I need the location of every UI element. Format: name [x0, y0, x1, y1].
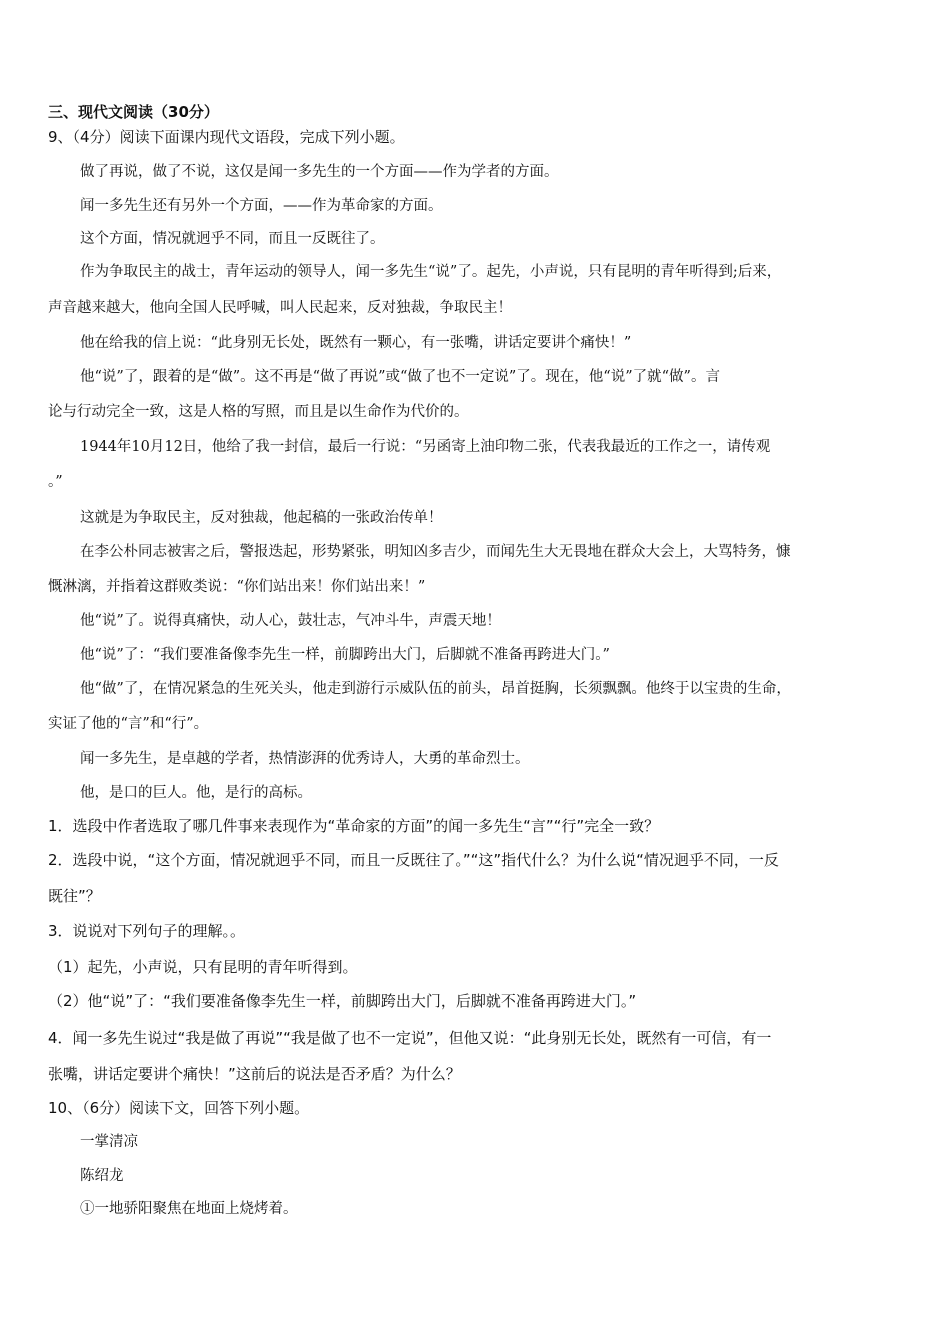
- passage-9-line: 闻一多先生，是卓越的学者，热情澎湃的优秀诗人，大勇的革命烈士。: [80, 751, 530, 767]
- passage-10-line: ①一地骄阳聚焦在地面上烧烤着。: [80, 1201, 298, 1217]
- passage-9-line: 闻一多先生还有另外一个方面，——作为革命家的方面。: [80, 198, 443, 214]
- passage-9-line: 他在给我的信上说：“此身别无长处，既然有一颗心，有一张嘴，讲话定要讲个痛快！”: [80, 335, 632, 351]
- passage-9-line: 在李公朴同志被害之后，警报迭起，形势紧张，明知凶多吉少，而闻先生大无畏地在群众大会上，大骂特务，慷: [80, 544, 791, 560]
- passage-9-line: 1944年10月12日，他给了我一封信，最后一行说：“另函寄上油印物二张，代表我最近的工作之一，请传观: [80, 439, 771, 455]
- question-9-2: 2．选段中说，“这个方面，情况就迥乎不同，而且一反既往了。”“这”指代什么？为什么说“情况迥乎不同，一反: [48, 851, 779, 869]
- question-9-3: 3．说说对下列句子的理解。。: [48, 922, 246, 940]
- passage-9-line: 他“做”了，在情况紧急的生死关头，他走到游行示威队伍的前头，昂首挺胸，长须飘飘。他终于以宝贵的生命，: [80, 681, 791, 697]
- passage-9-line: 他“说”了，跟着的是“做”。这不再是“做了再说”或“做了也不一定说”了。现在，他“说”了就“做”。言: [80, 369, 720, 385]
- passage-9-line: 慨淋漓，并指着这群败类说：“你们站出来！你们站出来！”: [48, 579, 426, 595]
- passage-9-line: 。”: [48, 474, 63, 490]
- question-10-intro: 10、（6分）阅读下文，回答下列小题。: [48, 1099, 310, 1117]
- passage-9-line: 他“说”了。说得真痛快，动人心，鼓壮志，气冲斗牛，声震天地！: [80, 613, 501, 629]
- question-9-3-item-1: （1）起先，小声说，只有昆明的青年听得到。: [48, 958, 358, 976]
- passage-9-line: 声音越来越大，他向全国人民呼喊，叫人民起来，反对独裁，争取民主！: [48, 300, 512, 316]
- passage-9-line: 他，是口的巨人。他，是行的高标。: [80, 785, 312, 801]
- passage-9-line: 作为争取民主的战士，青年运动的领导人，闻一多先生“说”了。起先，小声说，只有昆明的青年听得到;后来，: [80, 264, 782, 280]
- passage-9-line: 实证了他的“言”和“行”。: [48, 716, 209, 732]
- passage-9-line: 他“说”了：“我们要准备像李先生一样，前脚跨出大门，后脚就不准备再跨进大门。”: [80, 647, 610, 663]
- question-9-1: 1．选段中作者选取了哪几件事来表现作为“革命家的方面”的闻一多先生“言”“行”完全一致？: [48, 817, 660, 835]
- passage-10-author: 陈绍龙: [80, 1168, 124, 1184]
- passage-9-line: 做了再说，做了不说，这仅是闻一多先生的一个方面——作为学者的方面。: [80, 164, 559, 180]
- question-9-4: 4．闻一多先生说过“我是做了再说”“我是做了也不一定说”，但他又说：“此身别无长处，既然有一可信，有一: [48, 1029, 772, 1047]
- question-9-4-cont: 张嘴，讲话定要讲个痛快！”这前后的说法是否矛盾？为什么？: [48, 1065, 461, 1083]
- passage-9-line: 这个方面，情况就迥乎不同，而且一反既往了。: [80, 231, 385, 247]
- question-9-2-cont: 既往”？: [48, 887, 101, 905]
- question-9-intro: 9、（4分）阅读下面课内现代文语段，完成下列小题。: [48, 128, 405, 146]
- section-title: 三、现代文阅读（30分）: [48, 103, 219, 121]
- passage-9-line: 论与行动完全一致，这是人格的写照，而且是以生命作为代价的。: [48, 404, 469, 420]
- passage-9-line: 这就是为争取民主，反对独裁，他起稿的一张政治传单！: [80, 510, 443, 526]
- question-9-3-item-2: （2）他“说”了：“我们要准备像李先生一样，前脚跨出大门，后脚就不准备再跨进大门。”: [48, 992, 637, 1010]
- passage-10-title: 一掌清凉: [80, 1134, 138, 1150]
